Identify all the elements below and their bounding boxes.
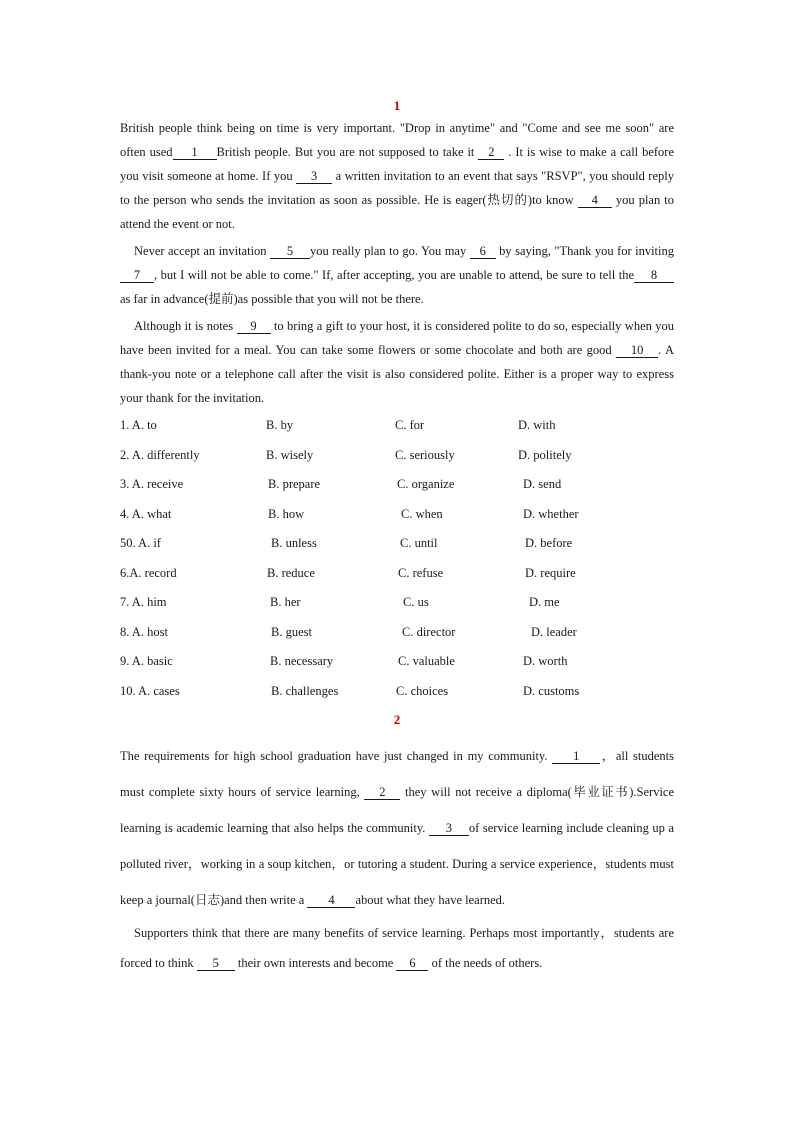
blank-10[interactable]: 10: [616, 343, 658, 358]
option-c[interactable]: C. choices: [396, 683, 449, 698]
option-a[interactable]: 8. A. host: [120, 624, 168, 639]
option-row-3: [120, 472, 674, 502]
option-b[interactable]: B. challenges: [271, 683, 339, 698]
section-2-title: 2: [393, 712, 401, 727]
option-b[interactable]: B. unless: [271, 536, 317, 550]
option-c[interactable]: C. refuse: [398, 565, 444, 580]
option-a[interactable]: 4. A. what: [120, 506, 172, 521]
blank-4[interactable]: 4: [307, 893, 355, 908]
blank-9[interactable]: 9: [237, 319, 271, 334]
blank-6[interactable]: 6: [470, 244, 496, 259]
option-row-1: [120, 413, 674, 443]
option-a[interactable]: 7. A. him: [120, 595, 167, 609]
option-c[interactable]: C. director: [402, 624, 456, 639]
option-b[interactable]: B. prepare: [268, 477, 321, 491]
blank-8[interactable]: 8: [634, 268, 674, 283]
option-a[interactable]: 3. A. receive: [120, 477, 184, 491]
blank-6[interactable]: 6: [396, 956, 428, 971]
option-b[interactable]: B. wisely: [266, 447, 314, 462]
option-a[interactable]: 50. A. if: [120, 536, 161, 550]
passage-1-paragraph-3: Although it is notes 9 to bring a gift to your host, it is considered polite to do so, especially when you have been invited for a meal. You can take some flowers or some chocolate and both are good 10 . A thank-you note or a telephone call after the visit is also considered polite. Either is a proper way to express your thank for the invitation.: [120, 319, 675, 405]
option-b[interactable]: B. how: [268, 506, 305, 521]
blank-2[interactable]: 2: [364, 785, 400, 800]
passage-1-paragraph-1: British people think being on time is very important. "Drop in anytime" and "Come and see me soon" are often used 1 British people. But you are not supposed to take it 2 . It is wise to make a call before you visit someone at home. If you 3 a written invitation to an event that says "RSVP", you should reply to the person who sends the invitation as soon as possible. He is eager(热切的)to know 4 you plan to attend the event or not.: [120, 121, 675, 231]
option-d[interactable]: D. worth: [523, 654, 568, 668]
option-a[interactable]: 2. A. differently: [120, 447, 200, 462]
option-c[interactable]: C. valuable: [398, 654, 455, 668]
option-d[interactable]: D. customs: [523, 683, 580, 698]
option-c[interactable]: C. us: [403, 595, 429, 609]
option-c[interactable]: C. seriously: [395, 447, 455, 462]
option-a[interactable]: 9. A. basic: [120, 654, 173, 668]
option-row-2: [120, 443, 674, 473]
blank-5[interactable]: 5: [270, 244, 310, 259]
option-b[interactable]: B. guest: [271, 624, 312, 639]
option-c[interactable]: C. when: [401, 506, 443, 521]
option-d[interactable]: D. send: [523, 477, 562, 491]
option-row-6: [120, 561, 674, 591]
blank-2[interactable]: 2: [478, 145, 504, 160]
blank-7[interactable]: 7: [120, 268, 154, 283]
option-row-4: [120, 502, 674, 532]
option-row-7: [120, 590, 674, 620]
option-row-10: [120, 679, 674, 709]
option-c[interactable]: C. for: [395, 418, 425, 432]
blank-1[interactable]: 1: [552, 749, 600, 764]
answer-options: [120, 413, 674, 708]
option-b[interactable]: B. necessary: [270, 654, 334, 668]
option-row-8: [120, 620, 674, 650]
passage-2-paragraph-2: Supporters think that there are many benefits of service learning. Perhaps most importantly，students are forced to think 5 their own interests and become 6 of the needs of others.: [120, 926, 674, 970]
option-b[interactable]: B. by: [266, 418, 294, 432]
option-b[interactable]: B. her: [270, 595, 301, 609]
option-a[interactable]: 10. A. cases: [120, 683, 180, 698]
blank-3[interactable]: 3: [296, 169, 332, 184]
blank-4[interactable]: 4: [578, 193, 612, 208]
option-d[interactable]: D. me: [529, 595, 560, 609]
option-d[interactable]: D. require: [525, 565, 576, 580]
passage-1-paragraph-2: Never accept an invitation 5 you really plan to go. You may 6 by saying, "Thank you for inviting 7 , but I will not be able to come." If, after accepting, you are unable to attend, be sure to tell the 8 as far in advance(提前)as possible that you will not be there.: [120, 244, 675, 306]
option-d[interactable]: D. whether: [523, 506, 579, 521]
document-page: [120, 96, 674, 978]
passage-2-paragraph-1: The requirements for high school graduation have just changed in my community. 1 ，all students must complete sixty hours of service learning, 2 they will not receive a diploma(毕业证书).Service learning is academic learning that also helps the community. 3 of service learning include cleaning up a polluted river，working in a soup kitchen，or tutoring a student. During a service experience，students must keep a journal(日志)and then write a 4 about what they have learned.: [120, 749, 675, 907]
option-d[interactable]: D. with: [518, 418, 556, 432]
option-d[interactable]: D. before: [525, 536, 573, 550]
option-a[interactable]: 6.A. record: [120, 565, 177, 580]
blank-1[interactable]: 1: [173, 145, 217, 160]
option-row-5: [120, 531, 674, 561]
section-1-title: 1: [393, 98, 401, 113]
option-d[interactable]: D. politely: [518, 447, 572, 462]
option-a[interactable]: 1. A. to: [120, 418, 157, 432]
option-row-9: [120, 649, 674, 679]
option-d[interactable]: D. leader: [531, 624, 577, 639]
option-c[interactable]: C. organize: [397, 477, 455, 491]
option-c[interactable]: C. until: [400, 536, 438, 550]
blank-5[interactable]: 5: [197, 956, 235, 971]
blank-3[interactable]: 3: [429, 821, 469, 836]
option-b[interactable]: B. reduce: [267, 565, 315, 580]
